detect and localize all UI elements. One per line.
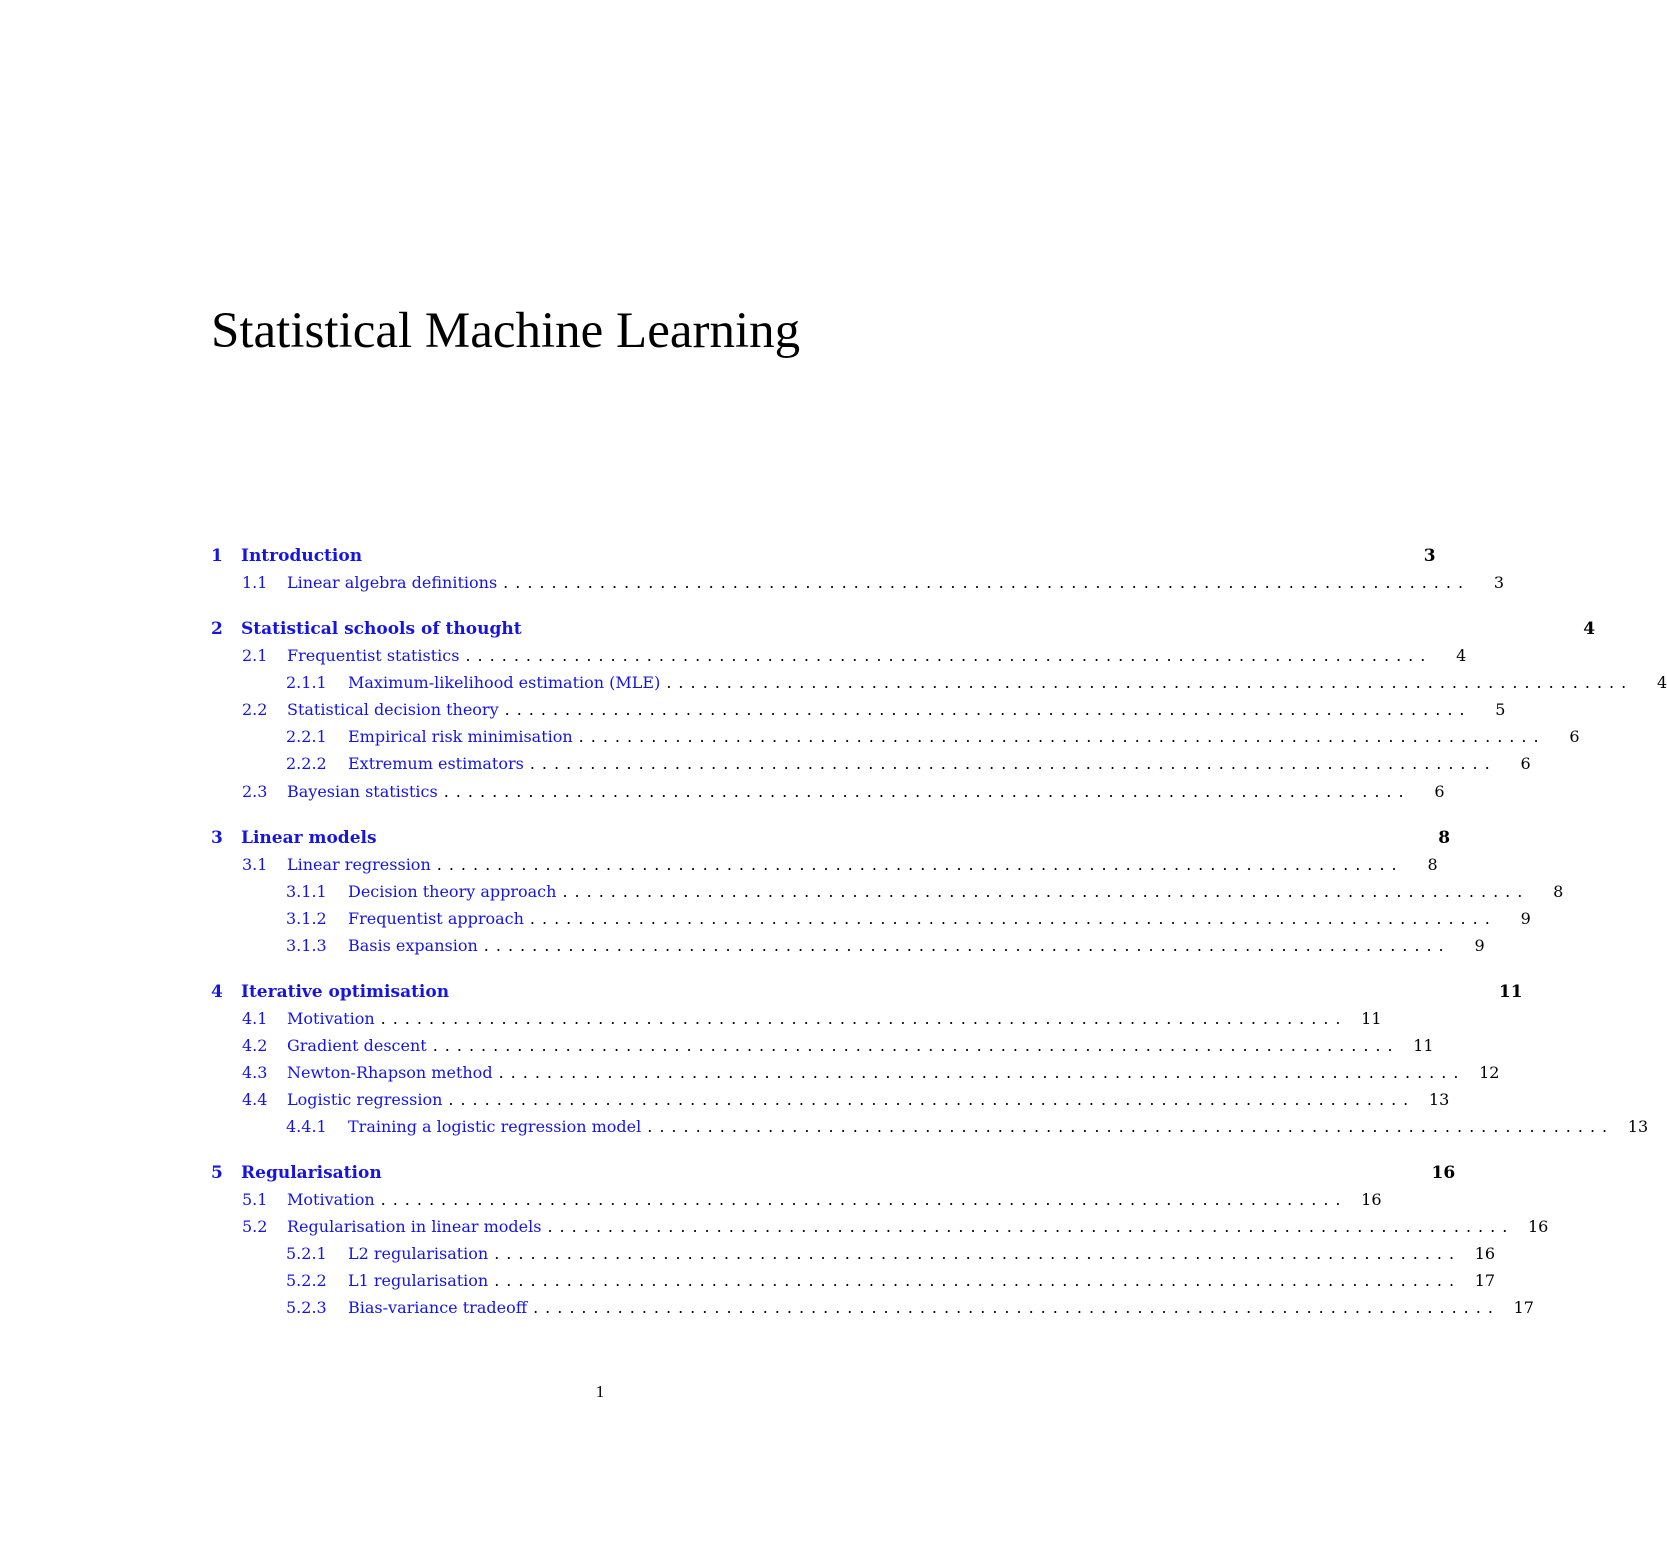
toc-entry-page: 9	[1520, 909, 1531, 928]
toc-entry-number[interactable]: 2.2.1	[286, 727, 327, 746]
toc-entry-2-2[interactable]	[211, 700, 1506, 727]
toc-entry-number[interactable]: 3.1.3	[286, 936, 327, 955]
toc-entry-page: 4	[1456, 646, 1467, 665]
toc-leader-dots: ................................................................................	[443, 782, 1411, 801]
toc-entry-number[interactable]: 4	[211, 982, 223, 1002]
toc-entry-page: 16	[1361, 1190, 1382, 1209]
toc-entry-5-2-2[interactable]	[211, 1271, 1496, 1298]
toc-entry-number[interactable]: 5.2.3	[286, 1298, 327, 1317]
toc-leader-dots: ................................................................................	[494, 1271, 1462, 1290]
toc-entry-page: 17	[1474, 1271, 1496, 1290]
toc-leader-dots: ................................................................................	[562, 882, 1530, 901]
toc-leader-dots: ................................................................................	[465, 646, 1433, 665]
toc-entry-5[interactable]	[211, 1163, 1456, 1190]
toc-entry-number[interactable]: 2.1	[242, 646, 268, 665]
toc-leader-dots: ................................................................................	[647, 1117, 1615, 1136]
toc-entry-title[interactable]: Frequentist statistics	[287, 646, 460, 665]
toc-entry-title[interactable]: Introduction	[241, 546, 363, 566]
toc-entry-1-1[interactable]	[211, 573, 1505, 600]
toc-leader-dots: ................................................................................	[380, 1009, 1348, 1028]
toc-entry-title[interactable]: Statistical decision theory	[287, 700, 499, 719]
toc-entry-number[interactable]: 3.1.2	[286, 909, 327, 928]
toc-entry-number[interactable]: 1.1	[242, 573, 268, 592]
toc-entry-title[interactable]: Bayesian statistics	[287, 782, 438, 801]
toc-entry-title[interactable]: Linear models	[241, 828, 377, 848]
toc-entry-4-4[interactable]	[211, 1090, 1450, 1117]
toc-entry-page: 3	[1493, 573, 1505, 592]
toc-entry-number[interactable]: 5.2.1	[286, 1244, 327, 1263]
toc-entry-number[interactable]: 5.2	[242, 1217, 268, 1236]
toc-entry-2[interactable]	[211, 619, 1596, 646]
toc-entry-4[interactable]	[211, 982, 1523, 1009]
toc-entry-title[interactable]: Bias-variance tradeoff	[348, 1298, 528, 1317]
toc-entry-page: 12	[1479, 1063, 1500, 1082]
document-title: Statistical Machine Learning	[211, 303, 801, 359]
toc-entry-4-1[interactable]	[211, 1009, 1382, 1036]
toc-leader-dots: ................................................................................	[448, 1090, 1416, 1109]
toc-entry-page: 8	[1438, 828, 1451, 848]
toc-entry-number[interactable]: 4.2	[242, 1036, 268, 1055]
toc-entry-number[interactable]: 3	[211, 828, 223, 848]
toc-entry-number[interactable]: 3.1.1	[286, 882, 327, 901]
toc-entry-page: 4	[1583, 619, 1596, 639]
toc-entry-title[interactable]: Decision theory approach	[348, 882, 557, 901]
toc-leader-dots: ................................................................................	[666, 673, 1634, 692]
toc-entry-page: 16	[1474, 1244, 1496, 1263]
toc-entry-2-3[interactable]	[211, 782, 1445, 809]
toc-entry-number[interactable]: 4.4.1	[286, 1117, 327, 1136]
toc-leader-dots: ................................................................................	[432, 1036, 1400, 1055]
toc-entry-number[interactable]: 2.2.2	[286, 754, 327, 773]
toc-entry-3[interactable]	[211, 828, 1451, 855]
toc-entry-5-1[interactable]	[211, 1190, 1382, 1217]
toc-entry-page: 11	[1498, 982, 1523, 1002]
toc-entry-3-1[interactable]	[211, 855, 1438, 882]
toc-leader-dots: ................................................................................	[503, 573, 1471, 592]
toc-entry-number[interactable]: 2.1.1	[286, 673, 327, 692]
toc-entry-number[interactable]: 3.1	[242, 855, 268, 874]
toc-entry-number[interactable]: 4.1	[242, 1009, 268, 1028]
toc-entry-title[interactable]: Motivation	[287, 1009, 375, 1028]
toc-entry-page: 13	[1428, 1090, 1450, 1109]
toc-entry-title[interactable]: Linear regression	[287, 855, 431, 874]
toc-entry-page: 8	[1553, 882, 1564, 901]
toc-entry-page: 9	[1474, 936, 1485, 955]
toc-entry-page: 11	[1361, 1009, 1382, 1028]
toc-entry-4-2[interactable]	[211, 1036, 1434, 1063]
toc-entry-number[interactable]: 2.2	[242, 700, 268, 719]
toc-entry-page: 3	[1423, 546, 1436, 566]
toc-entry-1[interactable]	[211, 546, 1436, 573]
toc-entry-page: 17	[1513, 1298, 1534, 1317]
toc-entry-5-2-3[interactable]	[211, 1298, 1534, 1325]
toc-entry-title[interactable]: Logistic regression	[287, 1090, 443, 1109]
toc-entry-title[interactable]: Statistical schools of thought	[241, 619, 522, 639]
toc-entry-2-1[interactable]	[211, 646, 1467, 673]
page-number: 1	[595, 1382, 605, 1401]
toc-entry-2-2-1[interactable]	[211, 727, 1580, 754]
toc-entry-page: 6	[1520, 754, 1531, 773]
toc-entry-page: 5	[1495, 700, 1506, 719]
toc-leader-dots: ................................................................................	[547, 1217, 1515, 1236]
toc-entry-2-1-1[interactable]	[211, 673, 1667, 700]
toc-leader-dots: ................................................................................	[494, 1244, 1462, 1263]
toc-entry-title[interactable]: Gradient descent	[287, 1036, 427, 1055]
toc-entry-number[interactable]: 4.4	[242, 1090, 268, 1109]
toc-entry-5-2[interactable]	[211, 1217, 1549, 1244]
toc-entry-title[interactable]: Regularisation in linear models	[287, 1217, 542, 1236]
toc-leader-dots: ................................................................................	[578, 727, 1546, 746]
toc-entry-page: 6	[1569, 727, 1580, 746]
toc-entry-number[interactable]: 2.3	[242, 782, 268, 801]
toc-entry-number[interactable]: 5.1	[242, 1190, 268, 1209]
toc-entry-page: 4	[1657, 673, 1667, 692]
toc-leader-dots: ................................................................................	[533, 1298, 1500, 1317]
toc-entry-4-3[interactable]	[211, 1063, 1500, 1090]
toc-leader-dots: ................................................................................	[498, 1063, 1466, 1082]
toc-leader-dots: ................................................................................	[436, 855, 1404, 874]
toc-entry-page: 16	[1431, 1163, 1456, 1183]
toc-entry-2-2-2[interactable]	[211, 754, 1531, 781]
toc-entry-title[interactable]: Extremum estimators	[348, 754, 524, 773]
toc-entry-title[interactable]: Frequentist approach	[348, 909, 524, 928]
toc-entry-title[interactable]: Newton-Rhapson method	[287, 1063, 493, 1082]
toc-leader-dots: ................................................................................	[529, 909, 1497, 928]
toc-entry-3-1-3[interactable]	[211, 936, 1485, 963]
toc-entry-4-4-1[interactable]	[211, 1117, 1649, 1144]
toc-entry-number[interactable]: 5.2.2	[286, 1271, 327, 1290]
toc-leader-dots: ................................................................................	[380, 1190, 1348, 1209]
toc-entry-page: 6	[1434, 782, 1445, 801]
toc-leader-dots: ................................................................................	[529, 754, 1497, 773]
toc-entry-title[interactable]: Training a logistic regression model	[348, 1117, 642, 1136]
toc-leader-dots: ................................................................................	[504, 700, 1472, 719]
toc-entry-page: 11	[1413, 1036, 1434, 1055]
toc-entry-page: 13	[1627, 1117, 1649, 1136]
toc-entry-number[interactable]: 2	[211, 619, 223, 639]
toc-entry-title[interactable]: L1 regularisation	[348, 1271, 489, 1290]
toc-entry-title[interactable]: Motivation	[287, 1190, 375, 1209]
toc-leader-dots: ................................................................................	[483, 936, 1451, 955]
toc-entry-title[interactable]: Regularisation	[241, 1163, 382, 1183]
toc-entry-page: 16	[1527, 1217, 1549, 1236]
toc-entry-3-1-2[interactable]	[211, 909, 1531, 936]
toc-entry-title[interactable]: Empirical risk minimisation	[348, 727, 573, 746]
toc-entry-title[interactable]: Iterative optimisation	[241, 982, 450, 1002]
toc-entry-number[interactable]: 1	[211, 546, 223, 566]
toc-entry-page: 8	[1427, 855, 1438, 874]
toc-entry-title[interactable]: Basis expansion	[348, 936, 478, 955]
toc-entry-title[interactable]: Linear algebra definitions	[287, 573, 498, 592]
toc-entry-3-1-1[interactable]	[211, 882, 1564, 909]
toc-entry-5-2-1[interactable]	[211, 1244, 1496, 1271]
toc-entry-number[interactable]: 5	[211, 1163, 223, 1183]
toc-entry-number[interactable]: 4.3	[242, 1063, 268, 1082]
toc-entry-title[interactable]: L2 regularisation	[348, 1244, 489, 1263]
toc-entry-title[interactable]: Maximum-likelihood estimation (MLE)	[348, 673, 661, 692]
